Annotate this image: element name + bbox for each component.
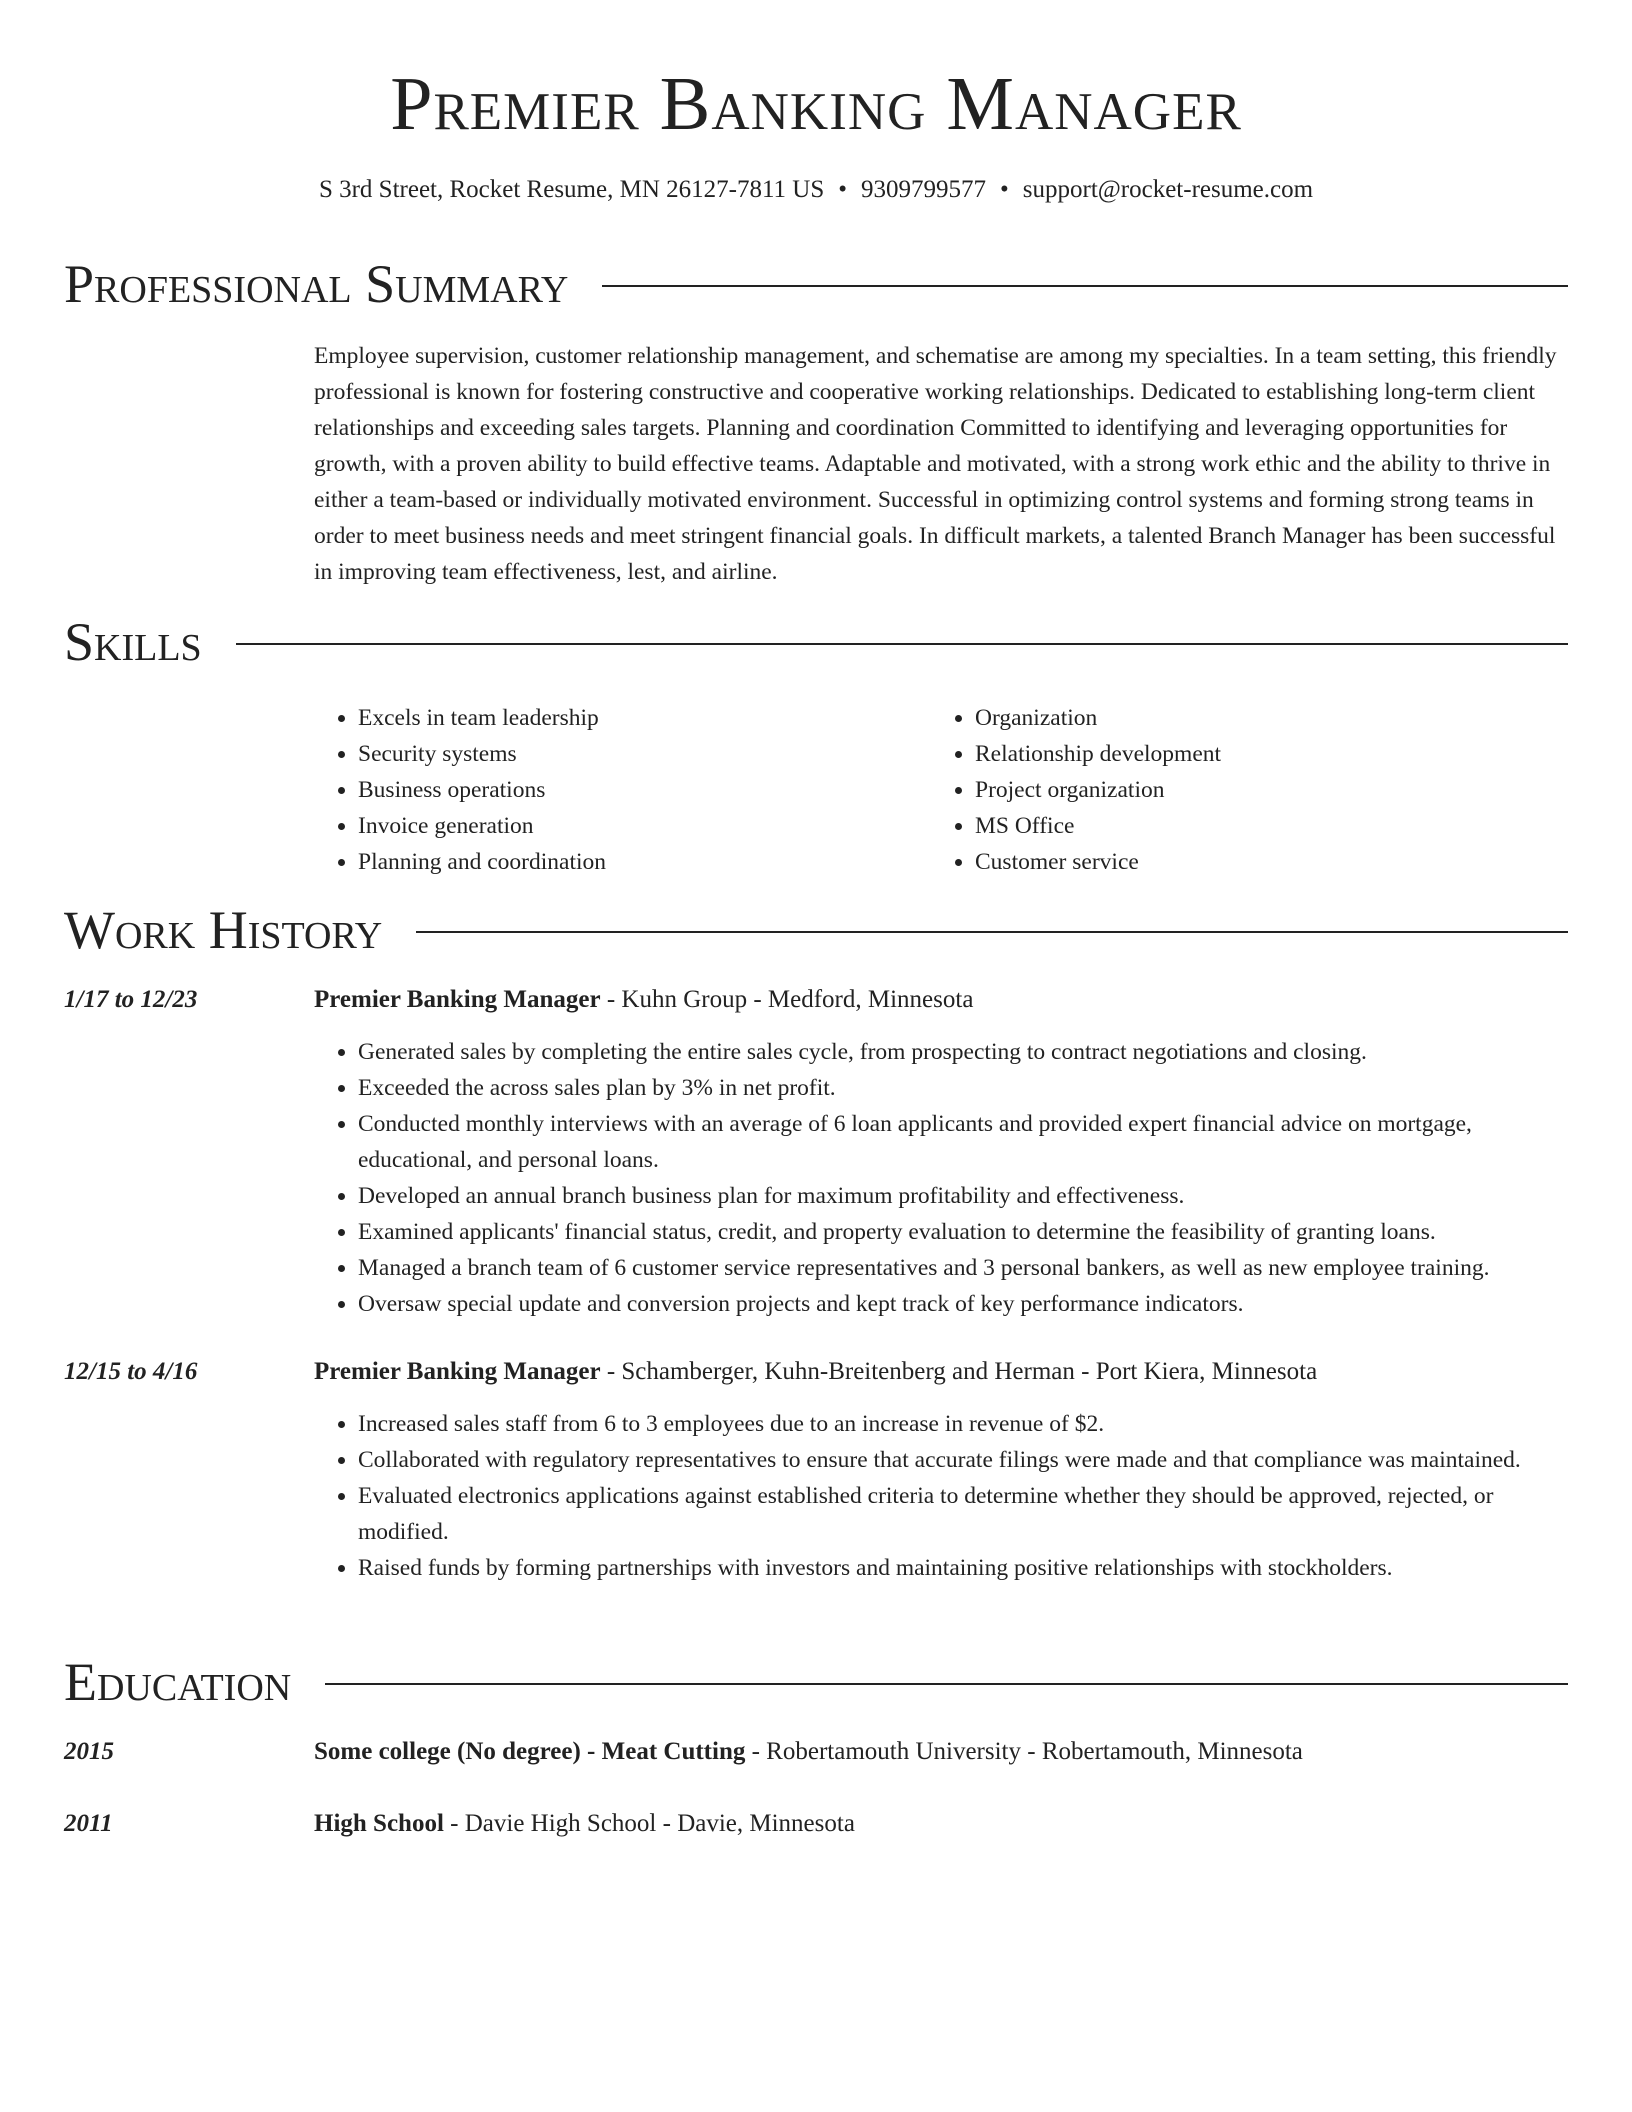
job-bullet: • Raised funds by forming partnerships with investors and maintaining positive relationships with stockholders. — [358, 1550, 1568, 1586]
job-bullet: • Exceeded the across sales plan by 3% in net profit. — [358, 1070, 1568, 1106]
contact-phone: 9309799577 — [861, 176, 986, 203]
skill-item: • Excels in team leadership — [358, 700, 931, 736]
skill-item: • Relationship development — [975, 736, 1548, 772]
section-divider — [416, 931, 1568, 933]
job-title: Premier Banking Manager — [314, 986, 601, 1013]
education-school: - Davie High School - Davie, Minnesota — [443, 1810, 855, 1837]
job-heading — [314, 1354, 1568, 1390]
skills-heading: Skills — [64, 612, 202, 672]
job-bullet: • Collaborated with regulatory representatives to ensure that accurate filings were made and that compliance was maintained. — [358, 1442, 1568, 1478]
skill-item: • Security systems — [358, 736, 931, 772]
education-heading-line — [314, 1734, 1568, 1770]
work-heading: Work History — [64, 900, 383, 960]
job-heading — [314, 982, 1568, 1018]
skill-item: • MS Office — [975, 808, 1548, 844]
skill-item: • Project organization — [975, 772, 1548, 808]
contact-separator: • — [1000, 176, 1009, 203]
job-employer: - Schamberger, Kuhn-Breitenberg and Herman - Port Kiera, Minnesota — [600, 1358, 1318, 1385]
job-entry — [64, 1354, 1568, 1586]
education-year: 2011 — [64, 1810, 113, 1837]
job-bullet: • Examined applicants' financial status, credit, and property evaluation to determine the feasibility of granting loans. — [358, 1214, 1568, 1250]
contact-address: S 3rd Street, Rocket Resume, MN 26127-7811 US — [318, 176, 825, 203]
job-employer: - Kuhn Group - Medford, Minnesota — [600, 986, 974, 1013]
job-bullet: • Developed an annual branch business plan for maximum profitability and effectiveness. — [358, 1178, 1568, 1214]
education-heading: Education — [64, 1652, 292, 1712]
job-dates: 12/15 to 4/16 — [64, 1358, 198, 1385]
skills-list — [314, 700, 1568, 880]
education-entry — [64, 1806, 1568, 1842]
education-heading-line — [314, 1806, 1568, 1842]
skill-item: • Customer service — [975, 844, 1548, 880]
job-bullets — [314, 1406, 1568, 1586]
job-bullet: • Conducted monthly interviews with an average of 6 loan applicants and provided expert financial advice on mortgage, educational, and personal loans. — [358, 1106, 1568, 1178]
skill-item: • Planning and coordination — [358, 844, 931, 880]
job-title: Premier Banking Manager — [314, 1358, 601, 1385]
summary-heading: Professional Summary — [64, 254, 569, 314]
job-bullets — [314, 1034, 1568, 1322]
job-bullet: • Increased sales staff from 6 to 3 employees due to an increase in revenue of $2. — [358, 1406, 1568, 1442]
contact-separator: • — [838, 176, 847, 203]
skill-item: • Business operations — [358, 772, 931, 808]
contact-line — [0, 174, 1632, 206]
skill-item: • Invoice generation — [358, 808, 931, 844]
skills-section-header — [64, 612, 1568, 672]
education-degree: High School — [314, 1810, 444, 1837]
skills-column-right — [931, 700, 1548, 880]
section-divider — [325, 1683, 1568, 1685]
job-bullet: • Evaluated electronics applications against established criteria to determine whether they should be approved, rejected, or modified. — [358, 1478, 1568, 1550]
job-bullet: • Generated sales by completing the entire sales cycle, from prospecting to contract negotiations and closing. — [358, 1034, 1568, 1070]
job-dates: 1/17 to 12/23 — [64, 986, 198, 1013]
resume-name: Premier Banking Manager — [390, 62, 1242, 146]
section-divider — [602, 285, 1568, 287]
work-section-header — [64, 900, 1568, 960]
education-entry — [64, 1734, 1568, 1770]
job-bullet: • Managed a branch team of 6 customer service representatives and 3 personal bankers, as well as new employee training. — [358, 1250, 1568, 1286]
skills-column-left — [314, 700, 931, 880]
education-degree: Some college (No degree) - Meat Cutting — [314, 1738, 746, 1765]
job-entry — [64, 982, 1568, 1322]
job-bullet: • Oversaw special update and conversion projects and kept track of key performance indicators. — [358, 1286, 1568, 1322]
skill-item: • Organization — [975, 700, 1548, 736]
summary-text: Employee supervision, customer relationship management, and schematise are among my specialties. In a team setting, this friendly professional is known for fostering constructive and cooperative working relationships. Dedicated to establishing long-term client relationships and exceeding sales targets. Planning and coordination Committed to identifying and leveraging opportunities for growth, with a proven ability to build effective teams. Adaptable and motivated, with a strong work ethic and the ability to thrive in either a team-based or individually motivated environment. Successful in optimizing control systems and forming strong teams in order to meet business needs and meet stringent financial goals. In difficult markets, a talented Branch Manager has been successful in improving team effectiveness, lest, and airline. — [314, 343, 1557, 585]
education-school: - Robertamouth University - Robertamouth, Minnesota — [745, 1738, 1303, 1765]
education-section-header — [64, 1652, 1568, 1712]
education-year: 2015 — [64, 1738, 114, 1765]
summary-section-header — [64, 254, 1568, 314]
section-divider — [236, 643, 1568, 645]
contact-email: support@rocket-resume.com — [1022, 176, 1314, 203]
